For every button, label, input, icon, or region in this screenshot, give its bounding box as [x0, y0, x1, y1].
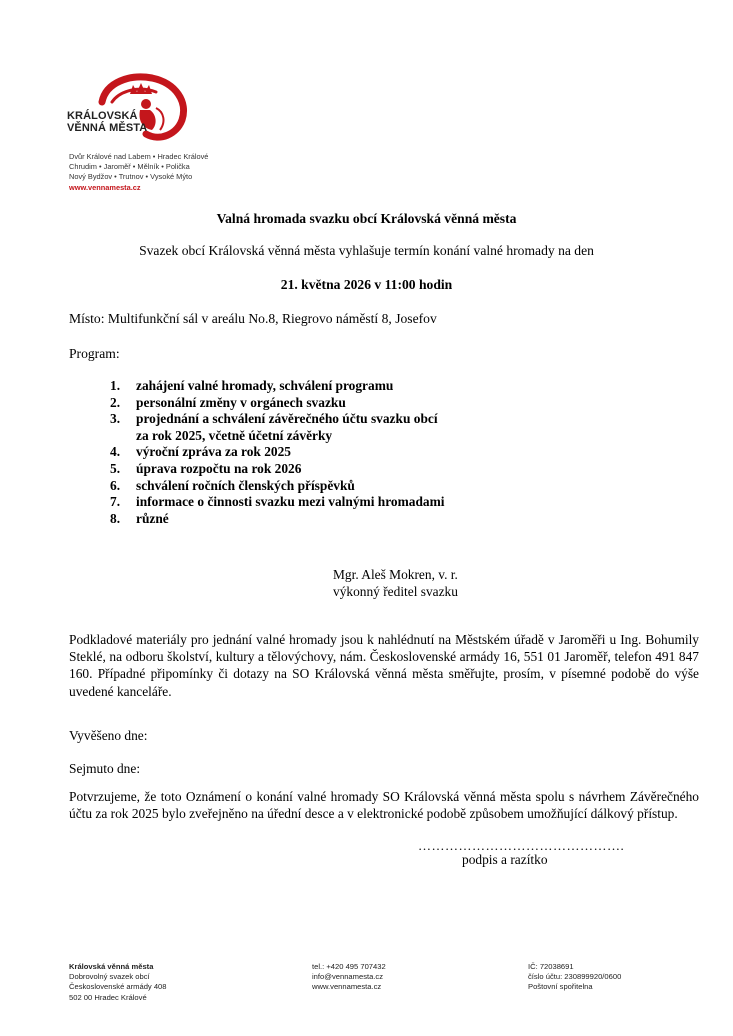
towns-line-3: Nový Bydžov • Trutnov • Vysoké Mýto	[69, 172, 193, 182]
agenda-item	[110, 395, 444, 412]
agenda-item-number: 2.	[110, 394, 121, 410]
agenda-item-number: 5.	[110, 460, 121, 476]
agenda-item-number: 3.	[110, 411, 121, 427]
agenda-item-continuation	[110, 428, 444, 445]
agenda-item	[110, 411, 444, 428]
footer-web-link[interactable]: www.vennamesta.cz	[312, 982, 382, 992]
footer-organization	[69, 962, 167, 1003]
agenda-item	[110, 461, 444, 478]
logo-line-1: KRÁLOVSKÁ	[67, 110, 138, 122]
agenda-item-text: za rok 2025, včetně účetní závěrky	[136, 427, 333, 443]
agenda-item-text: informace o činnosti svazku mezi valnými hromadami	[136, 494, 445, 510]
member-towns	[69, 152, 208, 193]
agenda-item-number: 8.	[110, 510, 121, 526]
document-title: Valná hromada svazku obcí Královská věnná města	[216, 211, 517, 226]
footer-ico: IČ: 72038691	[528, 962, 574, 971]
agenda-item-number	[110, 428, 136, 445]
footer-email-link[interactable]: info@vennamesta.cz	[312, 972, 384, 982]
agenda-item	[110, 511, 444, 528]
removed-date-label: Sejmuto dne:	[69, 761, 141, 776]
announcement-text: Svazek obcí Královská věnná města vyhlašuje termín konání valné hromady na den	[139, 243, 594, 258]
agenda-item-number: 4.	[110, 444, 121, 460]
footer-org-name: Královská věnná města	[69, 962, 154, 971]
agenda-item-text: personální změny v orgánech svazku	[136, 394, 346, 410]
program-label: Program:	[69, 346, 120, 361]
towns-line-1: Dvůr Králové nad Labem • Hradec Králové	[69, 152, 209, 161]
footer-org-type: Dobrovolný svazek obcí	[69, 972, 150, 982]
agenda-item	[110, 478, 444, 495]
footer-contact	[312, 962, 386, 993]
agenda-item-text: úprava rozpočtu na rok 2026	[136, 460, 302, 476]
agenda-item-text: různé	[136, 510, 169, 526]
agenda-item-text: projednání a schválení závěrečného účtu svazku obcí	[136, 411, 438, 427]
footer-bank-name: Poštovní spořitelna	[528, 982, 593, 992]
signer-role: výkonný ředitel svazku	[333, 584, 458, 599]
signature-line: ……………………………………….	[418, 838, 625, 853]
towns-line-2: Chrudim • Jaroměř • Mělník • Polička	[69, 162, 190, 172]
meeting-date: 21. května 2026 v 11:00 hodin	[280, 277, 453, 292]
agenda-item	[110, 378, 444, 395]
agenda-item-text: zahájení valné hromady, schválení programu	[136, 378, 394, 393]
header-website-link[interactable]: www.vennamesta.cz	[69, 182, 141, 192]
meeting-place: Místo: Multifunkční sál v areálu No.8, Riegrovo náměstí 8, Josefov	[69, 311, 437, 326]
footer-city: 502 00 Hradec Králové	[69, 992, 147, 1002]
agenda-item-text: výroční zpráva za rok 2025	[136, 444, 291, 460]
agenda-item-number: 7.	[110, 494, 121, 510]
agenda-item	[110, 494, 444, 511]
logo	[60, 72, 200, 144]
agenda-item-number: 6.	[110, 477, 121, 493]
footer-bank	[528, 962, 621, 993]
agenda-item	[110, 444, 444, 461]
logo-line-2: VĚNNÁ MĚSTA	[67, 122, 148, 134]
materials-paragraph: Podkladové materiály pro jednání valné hromady jsou k nahlédnutí na Městském úřadě v Jaroměři u Ing. Bohumily Steklé, na odboru školství, kultury a tělovýchovy, nám. Československé armády 16, 551 01 Jaroměř, telefon 491 847 160. Případné připomínky či dotazy na SO Královská věnná města směřujte, prosím, v písemné podobě do výše uvedené kanceláře.	[69, 632, 699, 699]
footer-street: Československé armády 408	[69, 982, 167, 992]
agenda-list	[110, 378, 444, 527]
agenda-item-number: 1.	[110, 378, 121, 393]
agenda-item-text: schválení ročních členských příspěvků	[136, 477, 355, 493]
footer-account: číslo účtu: 230899920/0600	[528, 972, 622, 982]
signer-name: Mgr. Aleš Mokren, v. r.	[333, 567, 458, 582]
signature-label: podpis a razítko	[462, 852, 548, 867]
posted-date-label: Vyvěšeno dne:	[69, 728, 148, 743]
footer-phone: tel.: +420 495 707432	[312, 962, 386, 971]
confirmation-paragraph: Potvrzujeme, že toto Oznámení o konání valné hromady SO Královská věnná města spolu s návrhem Závěrečného účtu za rok 2025 bylo zveřejněno na úřední desce a v elektronické podobě způsobem umožňující dálkový přístup.	[69, 789, 699, 822]
signer-block	[333, 566, 458, 600]
